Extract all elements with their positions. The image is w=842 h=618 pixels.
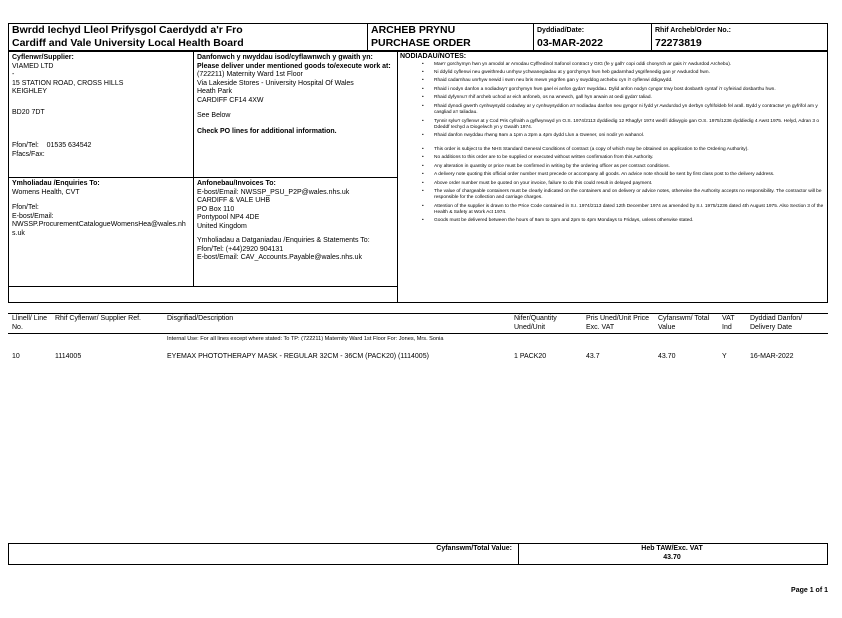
col-header-description: Disgrifiad/Description [167, 315, 234, 322]
note-english-item: • Goods must be delivered between the hours of 9am to 1pm and 2pm to 4pm Mondays to Fridays, unless otherwise stated. [400, 218, 824, 224]
col-header-delivery-date: Dyddiad Danfon/ Delivery Date [750, 315, 803, 331]
delivery-block [197, 54, 393, 136]
info-hline-1 [8, 177, 397, 178]
delivery-line-2: Via Lakeside Stores - University Hospital Of Wales [197, 79, 354, 87]
invoices-line-2: PO Box 110 [197, 205, 235, 213]
note-welsh-item: • Tynnir sylw'r cyflenwr at y Cod Pris cyfraith a gyflwynwyd yn O.S. 1974/2113 dyddiedig 12 Rhagfyr 1974 wedi'i ddiwygio gan O.S. 1975/1236 dyddiedig 4 Awst 1975. Helyd, Adran 3 o Ddeddf Iechyd a Diogelwch yn y Gwaith 1974. [400, 119, 824, 131]
date-value: 03-MAR-2022 [537, 37, 603, 49]
note-english-item: • This order is subject to the NHS Standard General Conditions of contract (a copy of which may be obtained on application to the Ordering Authority). [400, 147, 824, 153]
row-delivery-date: 16-MAR-2022 [750, 353, 794, 360]
invoices-line-4: United Kingdom [197, 222, 247, 230]
enquiries-label: Ymholiadau /Enquiries To: [12, 180, 100, 187]
note-welsh-item: • Rhaid i nodyn danfon a nodiadwy'r gorchymyn hwn gael ei anfon gyda'r nwyddau. Dylid anfon nodyn cyngor trwy bost dosbarth cyntaf i'r cyfeiriad dosbarthu hwn. [400, 87, 824, 93]
note-english-item: • Above order number must be quoted on your invoice, failure to do this could result in delayed payment. [400, 181, 824, 187]
vat-label: Heb TAW/Exc. VAT [641, 545, 703, 552]
note-welsh-item: • Rhaid cadarnhau unrhyw newid i swm neu bris mewn ysgrifen gan y swyddog archebu cyn i'r cyflenwi ddigwydd. [400, 78, 824, 84]
enquiries-email-value: NWSSP.ProcurementCatalogueWomensHea@wales.nhs.uk [12, 221, 186, 237]
note-english-item: • A delivery note quoting this official order number must precede or accompany all goods. An advice note should be sent by first class post to the delivery address. [400, 172, 824, 178]
enquiries-name: Womens Health, CVT [12, 188, 80, 196]
invoices-email-line: E-bost/Email: NWSSP_PSU_P2P@wales.nhs.uk [197, 188, 350, 196]
enquiries-email-label: E-bost/Email: [12, 212, 54, 220]
delivery-line-3: Heath Park [197, 88, 233, 95]
row-uom: 1 PACK20 [514, 353, 547, 360]
total-value: 43.70 [663, 554, 681, 561]
invoices-block [197, 180, 395, 263]
supplier-postcode: BD20 7DT [12, 108, 45, 116]
invoices-statements-label: Ymholiadau a Datganiadau /Enquiries & Statements To: [197, 237, 370, 244]
note-english-item: • Any alteration in quantity or price must be confirmed in writing by the ordering officer as per contract conditions. [400, 164, 824, 170]
page-number: Page 1 of 1 [791, 587, 828, 594]
supplier-tel-label: Ffon/Tel: [12, 142, 39, 149]
note-welsh-item: • Ni ddylid cyflenwi neu gweithredu unrhyw ychwanegiadau at y gorchymyn hwn heb gadarnhad ysgrifenedig gan yr Awdurdod hwn. [400, 70, 824, 76]
row-price: 43.7 [586, 353, 600, 360]
delivery-line-1: (722211) Maternity Ward 1st Floor [197, 71, 303, 78]
supplier-dash: - [12, 71, 15, 78]
table-header-line [8, 333, 828, 334]
col-header-total: Cyfanswm/ Total Value [658, 315, 710, 331]
order-no-label: Rhif Archeb/Order No.: [655, 27, 731, 34]
row-internal-use: Internal Use: For all lines except where stated: To TP: (722211) Maternity Ward 1st Floor For: Jones, Mrs. Sonia [167, 336, 444, 342]
col-header-price: Pris Uned/Unit Price Exc. VAT [586, 315, 650, 331]
enquiries-block [12, 180, 190, 238]
note-welsh-item: • Mae'r gorchymyn hwn yn amodol ar Amodau Cyffredinol Safonol contract y GIG (fe y gall'r copi oddi chonyrch ar gais i'r Awdurdod Archebu). [400, 62, 824, 68]
delivery-line-5: See Below [197, 112, 231, 119]
row-vat: Y [722, 353, 727, 360]
row-description: EYEMAX PHOTOTHERAPY MASK - REGULAR 32CM - 36CM (PACK20) (1114005) [167, 353, 429, 360]
notes-block [400, 53, 824, 227]
header-divider-3 [651, 23, 652, 51]
info-hline-2 [8, 286, 397, 287]
invoices-label: Anfonebau/Invoices To: [197, 180, 276, 187]
delivery-heading: Danfonwch y nwyddau isod/cyflawnwch y gwaith yn: Please deliver under mentioned goods to/execute work at: [197, 54, 391, 70]
supplier-tel-value: 01535 634542 [46, 142, 92, 149]
enquiries-tel-label: Ffon/Tel: [12, 204, 39, 211]
info-divider-2 [397, 51, 398, 303]
org-name-welsh: Bwrdd Iechyd Lleol Prifysgol Caerdydd a'r Fro [12, 24, 243, 36]
col-header-vat: VAT Ind [722, 315, 735, 331]
supplier-address-2: KEIGHLEY [12, 88, 48, 95]
header-divider-1 [367, 23, 368, 51]
supplier-fax-label: Ffacs/Fax: [12, 150, 45, 158]
supplier-address-1: 15 STATION ROAD, CROSS HILLS [12, 79, 124, 87]
note-english-item: • The value of chargeable containers must be clearly indicated on the containers and on delivery or advice notes, otherwise the Authority accepts no responsibility. The contractor will be responsible for the collection and carriage charges. [400, 189, 824, 201]
doc-title-english: PURCHASE ORDER [371, 37, 471, 49]
total-divider [518, 543, 519, 565]
note-english-item: • Attention of the supplier is drawn to the Price Code contained in S.I. 1974/2113 dated 12th December 1974 as amended by S.I. 1975/1236 dated 4th August 1975. Also Section 3 of the Health & Safety at Work Act 1974. [400, 204, 824, 216]
date-label: Dyddiad/Date: [537, 27, 585, 34]
invoices-email2-line: E-bost/Email: CAV_Accounts.Payable@wales.nhs.uk [197, 254, 362, 261]
notes-heading: NODIADAU/NOTES: [400, 53, 467, 60]
note-english-item: • No additions to this order are to be supplied or executed without written confirmation from this Authority. [400, 155, 824, 161]
row-supplier-ref: 1114005 [55, 353, 82, 360]
col-header-supplier-ref: Rhif Cyflenwr/ Supplier Ref. [55, 315, 141, 322]
invoices-line-3: Pontypool NP4 4DE [197, 214, 260, 221]
doc-title-welsh: ARCHEB PRYNU [371, 24, 456, 36]
note-welsh-item: • Rhaid danfon nwyddau rhwng 9am a 1pm a 2pm a 4pm dydd Llun a Gwener, oni nodir yn wahanol. [400, 133, 824, 139]
note-welsh-item: • Rhaid dyfynnu'r rhif archeb uchod ar eich anfoneb, os na wnewch, gall hyn arwain at oedi gyda'r taliad. [400, 95, 824, 101]
org-name-english: Cardiff and Vale University Local Health Board [12, 37, 244, 49]
order-no-value: 72273819 [655, 37, 702, 49]
col-header-line: Llinell/ Line No. [12, 315, 48, 331]
info-divider-1 [193, 51, 194, 287]
table-top-line [8, 313, 828, 314]
note-welsh-item: • Rhaid dynodi gwerth cynhwysydd codadwy ar y cynhwysyddion a'r nodiadau danfon neu gyngor ni fydd yr Awdurdod yn derbyn cyfrifoldeb fel arall. Bydd y contractwr yn gyfrifol am y casgliad a'r taliadau. [400, 104, 824, 116]
delivery-line-4: CARDIFF CF14 4XW [197, 96, 264, 104]
supplier-label: Cyflenwr/Supplier: [12, 54, 74, 61]
invoices-tel-line: Ffon/Tel: (+44)2920 904131 [197, 245, 284, 253]
supplier-block [12, 54, 190, 159]
delivery-po-lines: Check PO lines for additional information. [197, 127, 337, 135]
supplier-tel-row [12, 142, 190, 151]
col-header-uom: Nifer/Quantity Uned/Unit [514, 315, 557, 331]
supplier-name: VIAMED LTD [12, 62, 54, 70]
row-total: 43.70 [658, 353, 676, 360]
header-divider-2 [533, 23, 534, 51]
total-label: Cyfanswm/Total Value: [436, 545, 512, 552]
invoices-line-1: CARDIFF & VALE UHB [197, 197, 270, 204]
notes-welsh-list [400, 62, 824, 140]
notes-english-list [400, 147, 824, 225]
row-line: 10 [12, 353, 20, 360]
